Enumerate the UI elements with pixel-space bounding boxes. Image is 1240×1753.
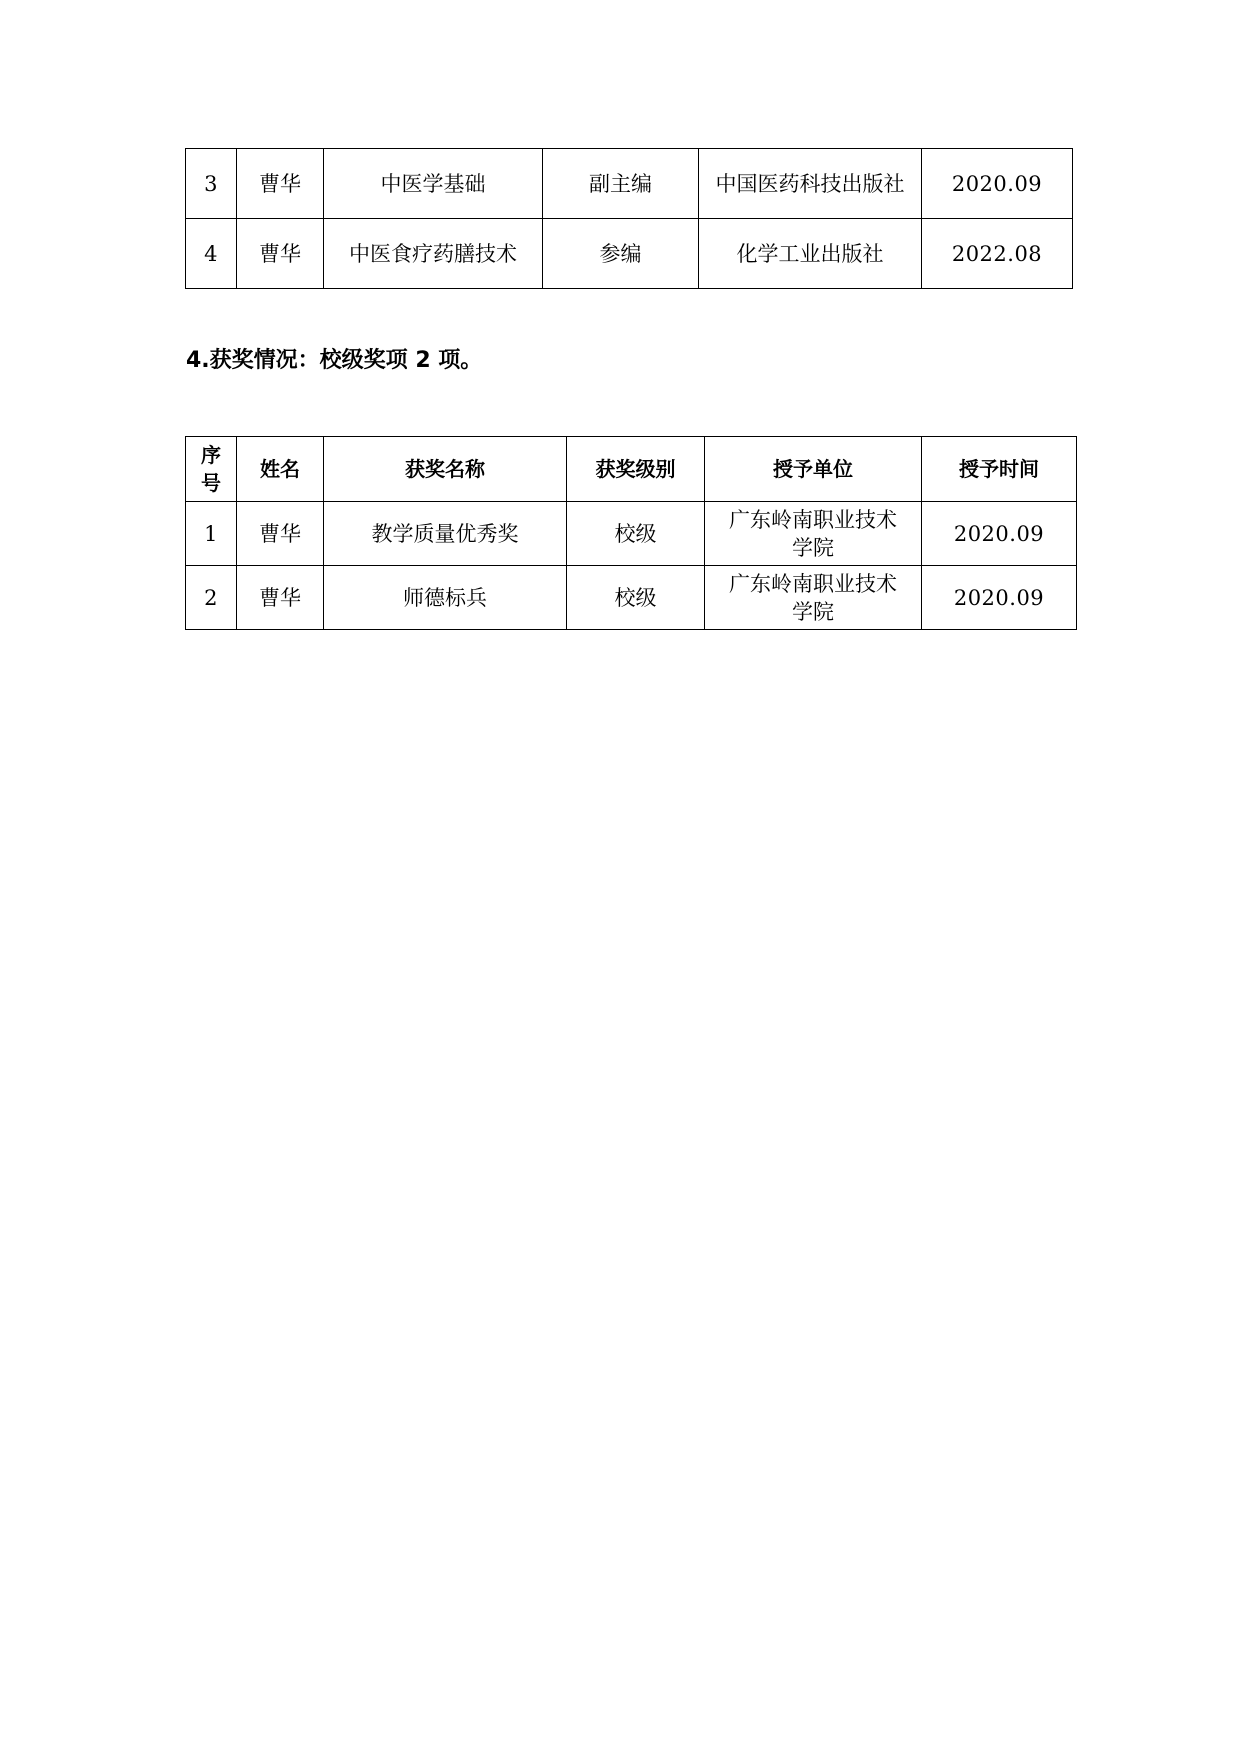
table-row: [186, 566, 1077, 630]
header-no-line1: 序: [201, 443, 221, 467]
award-grantor-line2: 学院: [792, 535, 834, 560]
header-grant-date: 授予时间: [922, 437, 1077, 502]
book-publisher: 化学工业出版社: [699, 219, 922, 289]
book-title: 中医食疗药膳技术: [324, 219, 543, 289]
award-grantor-line1: 广东岭南职业技术: [729, 571, 897, 596]
award-no: 1: [186, 502, 237, 566]
award-grantor: [705, 502, 922, 566]
award-date: 2020.09: [922, 502, 1077, 566]
header-award-name: 获奖名称: [324, 437, 567, 502]
award-level: 校级: [567, 566, 705, 630]
books-table: [185, 148, 1073, 289]
table-row: [186, 219, 1073, 289]
book-date: 2020.09: [922, 149, 1073, 219]
table-row: [186, 502, 1077, 566]
awards-table: [185, 436, 1077, 630]
award-date: 2020.09: [922, 566, 1077, 630]
table-header-row: [186, 437, 1077, 502]
book-role: 副主编: [543, 149, 699, 219]
award-recipient: 曹华: [237, 502, 324, 566]
header-award-level: 获奖级别: [567, 437, 705, 502]
award-name: 教学质量优秀奖: [324, 502, 567, 566]
book-title: 中医学基础: [324, 149, 543, 219]
book-role: 参编: [543, 219, 699, 289]
award-grantor-line2: 学院: [792, 599, 834, 624]
award-grantor-line1: 广东岭南职业技术: [729, 507, 897, 532]
award-recipient: 曹华: [237, 566, 324, 630]
table-row: [186, 149, 1073, 219]
book-author: 曹华: [237, 219, 324, 289]
award-grantor: [705, 566, 922, 630]
header-no: [186, 437, 237, 502]
book-publisher: 中国医药科技出版社: [699, 149, 922, 219]
book-no: 4: [186, 219, 237, 289]
header-grantor: 授予单位: [705, 437, 922, 502]
book-author: 曹华: [237, 149, 324, 219]
header-no-line2: 号: [201, 471, 221, 495]
award-level: 校级: [567, 502, 705, 566]
award-no: 2: [186, 566, 237, 630]
award-name: 师德标兵: [324, 566, 567, 630]
book-no: 3: [186, 149, 237, 219]
awards-section-heading: 4.获奖情况：校级奖项 2 项。: [186, 348, 483, 373]
book-date: 2022.08: [922, 219, 1073, 289]
header-name: 姓名: [237, 437, 324, 502]
